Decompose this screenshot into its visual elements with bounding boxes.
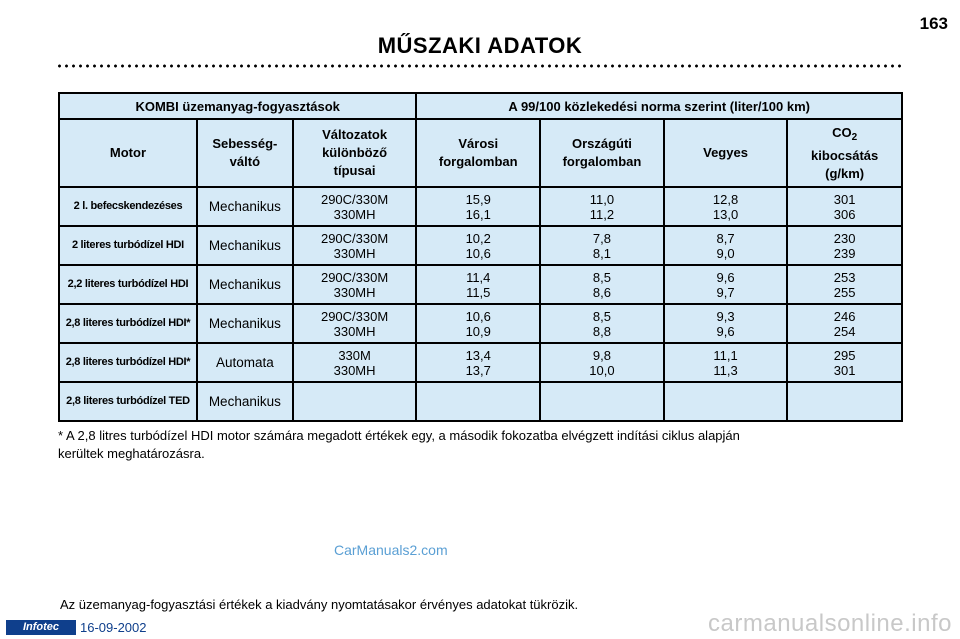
- co2-cell: 295 301: [787, 343, 902, 382]
- col-co2: $CO_2$ kibocsátás (g/km): [787, 119, 902, 187]
- site-watermark: carmanualsonline.info: [708, 610, 952, 637]
- col-motor: Motor: [59, 119, 197, 187]
- extra-urban-cell: 8,5 8,8: [540, 304, 664, 343]
- col-variants: Változatok különböző típusai: [293, 119, 417, 187]
- urban-cell: 11,4 11,5: [416, 265, 540, 304]
- col-urban: Városi forgalomban: [416, 119, 540, 187]
- footer-date: 16-09-2002: [80, 620, 147, 635]
- gearbox-cell: Mechanikus: [197, 265, 293, 304]
- dotted-divider: [56, 64, 904, 68]
- combined-cell: 11,1 11,3: [664, 343, 787, 382]
- motor-cell: 2,8 literes turbódízel HDI*: [59, 343, 197, 382]
- extra-urban-cell: 8,5 8,6: [540, 265, 664, 304]
- co2-cell: 301 306: [787, 187, 902, 226]
- variant-cell: 290C/330M 330MH: [293, 265, 417, 304]
- co2-cell: 253 255: [787, 265, 902, 304]
- motor-cell: 2,2 literes turbódízel HDI: [59, 265, 197, 304]
- table-header-row-1: [59, 93, 902, 119]
- gearbox-cell: Mechanikus: [197, 226, 293, 265]
- combined-cell: [664, 382, 787, 421]
- urban-cell: 10,6 10,9: [416, 304, 540, 343]
- variant-cell: 290C/330M 330MH: [293, 226, 417, 265]
- gearbox-cell: Mechanikus: [197, 304, 293, 343]
- table-row: [59, 343, 902, 382]
- urban-cell: 15,9 16,1: [416, 187, 540, 226]
- combined-cell: 8,7 9,0: [664, 226, 787, 265]
- combined-cell: 12,8 13,0: [664, 187, 787, 226]
- table-body: [59, 187, 902, 421]
- col-gearbox: Sebesség- váltó: [197, 119, 293, 187]
- extra-urban-cell: 9,8 10,0: [540, 343, 664, 382]
- footnote: * A 2,8 litres turbódízel HDI motor számára megadott értékek egy, a második fokozatba elvégzett indítási ciklus alapján kerültek meghatározásra.: [58, 428, 740, 461]
- table-row: [59, 187, 902, 226]
- co2-cell: 230 239: [787, 226, 902, 265]
- motor-cell: 2 l. befecskendezéses: [59, 187, 197, 226]
- watermark-text: CarManuals2.com: [334, 542, 448, 558]
- page-title: MŰSZAKI ADATOK: [377, 33, 583, 58]
- extra-urban-cell: [540, 382, 664, 421]
- table-header-row-2: [59, 119, 902, 187]
- combined-cell: 9,6 9,7: [664, 265, 787, 304]
- infotec-logo: Infotec: [6, 620, 76, 635]
- table-row: [59, 382, 902, 421]
- bottom-note: Az üzemanyag-fogyasztási értékek a kiadvány nyomtatásakor érvényes adatokat tükrözik.: [60, 597, 579, 612]
- gearbox-cell: Mechanikus: [197, 382, 293, 421]
- co2-cell: 246 254: [787, 304, 902, 343]
- table-row: [59, 265, 902, 304]
- gearbox-cell: Mechanikus: [197, 187, 293, 226]
- variant-cell: 330M 330MH: [293, 343, 417, 382]
- gearbox-cell: Automata: [197, 343, 293, 382]
- table-row: [59, 304, 902, 343]
- variant-cell: [293, 382, 417, 421]
- page-number: 163: [919, 14, 948, 33]
- motor-cell: 2,8 literes turbódízel TED: [59, 382, 197, 421]
- variant-cell: 290C/330M 330MH: [293, 304, 417, 343]
- extra-urban-cell: 11,0 11,2: [540, 187, 664, 226]
- header-right: A 99/100 közlekedési norma szerint (liter/100 km): [416, 93, 902, 119]
- extra-urban-cell: 7,8 8,1: [540, 226, 664, 265]
- urban-cell: 13,4 13,7: [416, 343, 540, 382]
- col-extra-urban: Országúti forgalomban: [540, 119, 664, 187]
- urban-cell: 10,2 10,6: [416, 226, 540, 265]
- motor-cell: 2,8 literes turbódízel HDI*: [59, 304, 197, 343]
- combined-cell: 9,3 9,6: [664, 304, 787, 343]
- header-left: KOMBI üzemanyag-fogyasztások: [59, 93, 416, 119]
- co2-cell: [787, 382, 902, 421]
- urban-cell: [416, 382, 540, 421]
- motor-cell: 2 literes turbódízel HDI: [59, 226, 197, 265]
- col-combined: Vegyes: [664, 119, 787, 187]
- table-row: [59, 226, 902, 265]
- variant-cell: 290C/330M 330MH: [293, 187, 417, 226]
- fuel-consumption-table: [58, 92, 903, 422]
